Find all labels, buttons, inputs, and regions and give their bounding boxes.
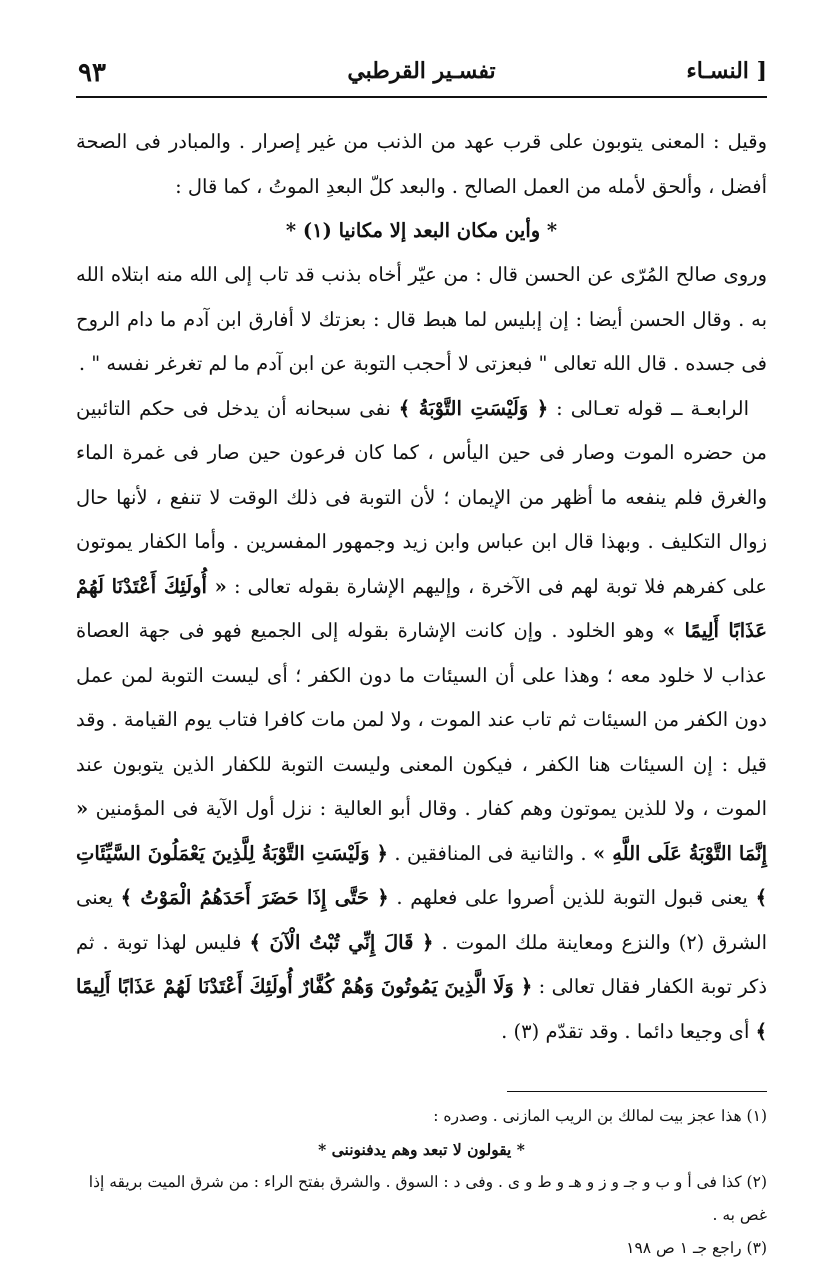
footnote-3: (٣) راجع جـ ١ ص ١٩٨: [626, 1239, 767, 1257]
quran-quote-7: ﴿ وَلَا الَّذِينَ يَمُوتُونَ وَهُمْ كُفَّارٌ أُولَئِكَ أَعْتَدْنَا لَهُمْ عَذَابًا أَلِيمًا ﴾: [76, 975, 767, 1043]
page-header: [76, 52, 767, 92]
quran-quote-4: ﴿ وَلَيْسَتِ التَّوْبَةُ لِلَّذِينَ يَعْمَلُونَ السَّيِّئَاتِ ﴾: [76, 841, 767, 909]
paragraph-2: وروى صالح المُرّى عن الحسن قال : من عيّر أخاه بذنب قد تاب إلى الله منه ابتلاه الله به . وقال الحسن أيضا : إن إبليس لما هبط قال : بعزتك لا أفارق ابن آدم ما دام الروح فى جسده . قال الله تعالى " فبعزتى لا أحجب التوبة عن ابن آدم ما لم تغرغر نفسه " .: [76, 263, 767, 375]
page-number: ٩٣: [78, 58, 106, 88]
quran-quote-2: « أُولَئِكَ أَعْتَدْنَا لَهُمْ عَذَابًا أَلِيمًا »: [76, 574, 767, 642]
quran-quote-5: ﴿ حَتَّى إِذَا حَضَرَ أَحَدَهُمُ الْمَوْتُ ﴾: [120, 886, 389, 909]
footnote-1-verse: * يقولون لا تبعد وهم يدفنوننى *: [318, 1140, 525, 1159]
body-text: [76, 120, 767, 1054]
footnote-rule: [507, 1091, 767, 1092]
footnote-1: (١) هذا عجز بيت لمالك بن الريب المازنى . وصدره :: [433, 1107, 767, 1125]
surah-name: النسـاء ]: [686, 58, 767, 84]
para3-text-g: فليس لهذا توبة . ثم ذكر توبة الكفار فقال تعالى :: [76, 930, 768, 998]
para3-text-d: . والثانية فى المنافقين .: [394, 841, 587, 865]
paragraph-3: [76, 387, 767, 1055]
footnotes: [76, 1100, 767, 1265]
footnote-2: (٢) كذا فى أ و ب و جـ و ز و هـ و ط و ى . وفى د : السوق . والشرق بفتح الراء : من شرق الميت بريقه إذا غص به .: [88, 1173, 767, 1224]
poetry-verse: * وأين مكان البعد إلا مكانيا (١) *: [285, 219, 558, 242]
header-rule: [76, 96, 767, 98]
quran-quote-1: ﴿ وَلَيْسَتِ التَّوْبَةُ ﴾: [398, 396, 549, 420]
para3-text-f: يعنى الشرق (٢) والنزع ومعاينة ملك الموت .: [76, 886, 767, 954]
para3-text-h: أى وجيعا دائما . وقد تقدّم (٣) .: [501, 1019, 750, 1043]
paragraph-1: وقيل : المعنى يتوبون على قرب عهد من الذنب من غير إصرار . والمبادر فى الصحة أفضل ، وألحق لأمله من العمل الصالح . والبعد كلّ البعدِ الموتُ ، كما قال :: [76, 130, 767, 198]
para3-text-a: الرابعـة ــ قوله تعـالى :: [556, 396, 750, 420]
para3-text-b: نفى سبحانه أن يدخل فى حكم التائبين من حضره الموت وصار فى حين اليأس ، كما كان فرعون حين صار فى غمرة الماء والغرق فلم ينفعه ما أظهر من الإيمان ؛ لأن التوبة فى ذلك الوقت لا تنفع ، لأنها حال زوال التكليف . وبهذا قال ابن عباس وابن زيد وجمهور المفسرين . وأما الكفار يموتون على كفرهم فلا توبة لهم فى الآخرة ، وإليهم الإشارة بقوله تعالى :: [76, 396, 767, 598]
para3-text-c: وهو الخلود . وإن كانت الإشارة بقوله إلى الجميع فهو فى جهة العصاة عذاب لا خلود معه ؛ وهذا على أن السيئات ما دون الكفر ؛ أى ليست التوبة لمن عمل دون الكفر من السيئات ثم تاب عند الموت ، ولا لمن مات كافرا فتاب يوم القيامة . وقد قيل : إن السيئات هنا الكفر ، فيكون المعنى وليست التوبة للكفار الذين يتوبون عند الموت ، ولا للذين يموتون وهم كفار . وقال أبو العالية : نزل أول الآية فى المؤمنين: [76, 619, 767, 820]
running-title: تفسـير القرطبي: [347, 58, 496, 84]
quran-quote-3: « إِنَّمَا التَّوْبَةُ عَلَى اللَّهِ »: [76, 797, 767, 865]
para3-text-e: يعنى قبول التوبة للذين أصروا على فعلهم .: [396, 886, 748, 909]
quran-quote-6: ﴿ قَالَ إِنِّي تُبْتُ الْآنَ ﴾: [249, 930, 434, 954]
